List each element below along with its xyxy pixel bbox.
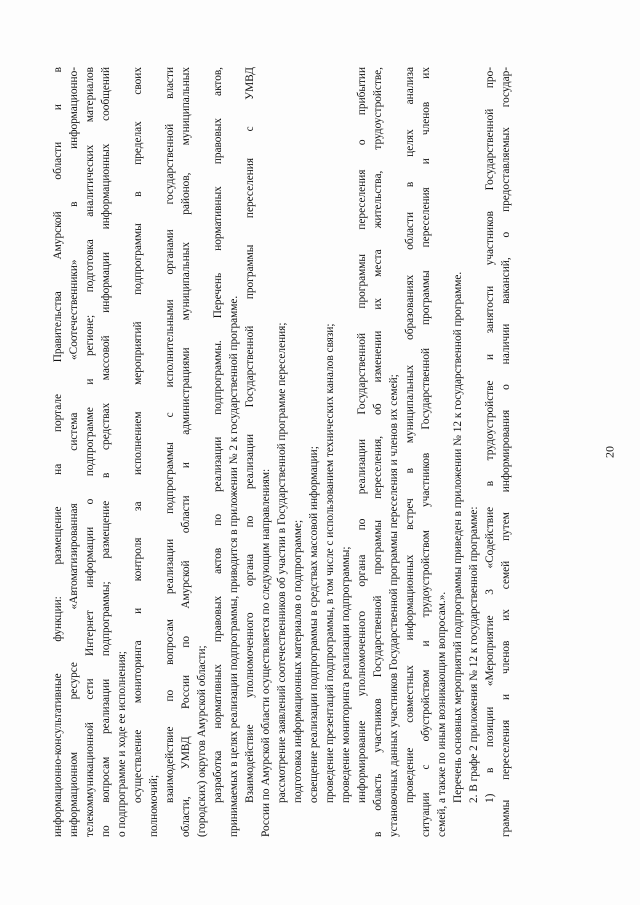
text-line: информирование уполномоченного органа по реализации Государственной программы переселения о прибытии (356, 67, 368, 803)
text-line: области, УМВД России по Амурской области и администрациями муниципальных районов, муниципальных (180, 67, 192, 837)
page-number: 20 (602, 446, 617, 458)
text-line: проведение презентаций подпрограммы, в том числе с использованием технических каналов связи; (324, 323, 336, 803)
text-line: ситуации с обустройством и трудоустройством участников Государственной программы переселения и членов их (420, 67, 432, 837)
text-line: освещение реализации подпрограммы в средствах массовой информации; (308, 446, 320, 803)
text-line: информационном ресурсе «Автоматизированная система «Соотечественники» в информационно- (68, 67, 80, 837)
text-line: рассмотрение заявлений соотечественников об участии в Государственной программе переселения; (276, 322, 288, 803)
text-line: 1) в позиции «Мероприятие 3 «Содействие в трудоустройстве и занятости участников Государственной про- (484, 67, 496, 803)
text-line: 2. В графе 2 приложения № 12 к государственной программе: (468, 506, 480, 803)
text-line: телекоммуникационной сети Интернет информации о подпрограмме и регионе; подготовка аналитических материалов (84, 67, 96, 837)
text-line: установочных данных участников Государственной программы переселения и членов их семей; (388, 374, 400, 837)
text-line: проведение совместных информационных встреч в муниципальных образованиях области в целях анализа (404, 67, 416, 803)
text-line: осуществление мониторинга и контроля за исполнением мероприятий подпрограммы в пределах своих (132, 67, 144, 803)
text-line: в область участников Государственной программы переселения, об изменении их места жительства, трудоустройстве, (372, 67, 384, 837)
text-line: подготовка информационных материалов о подпрограмме; (292, 519, 304, 803)
text-line: граммы переселения и членов их семей путем информирования о наличии вакансий, о предоставляемых государ- (500, 67, 512, 837)
text-line: полномочий; (148, 774, 160, 837)
text-line: Перечень основных мероприятий подпрограммы приведен в приложении № 12 к государственной программе. (452, 271, 464, 803)
text-line: Взаимодействие уполномоченного органа по реализации Государственной программы переселения с УМВД (244, 67, 256, 803)
text-line: взаимодействие по вопросам реализации подпрограммы с исполнительными органами государственной власти (164, 67, 176, 803)
text-line: информационно-консультативные функции: размещение на портале Правительства Амурской области и в (52, 67, 64, 837)
text-line: проведение мониторинга реализации подпрограммы; (340, 546, 352, 803)
text-line: (городских) округов Амурской области; (196, 645, 208, 837)
text-line: семей, а также по иным возникающим вопросам.». (436, 591, 448, 837)
text-line: о подпрограмме и ходе ее исполнения; (116, 651, 128, 837)
text-line: разработка нормативных правовых актов по реализации подпрограммы. Перечень нормативных правовых актов, (212, 67, 224, 803)
text-line: России по Амурской области осуществляется по следующим направлениям: (260, 468, 272, 837)
text-line: принимаемых в целях реализации подпрограммы, приводится в приложении № 2 к государственной программе. (228, 295, 240, 837)
text-line: по вопросам реализации подпрограммы; размещение в средствах массовой информации информационных сообщений (100, 67, 112, 837)
rotated-text-body (50, 67, 590, 837)
